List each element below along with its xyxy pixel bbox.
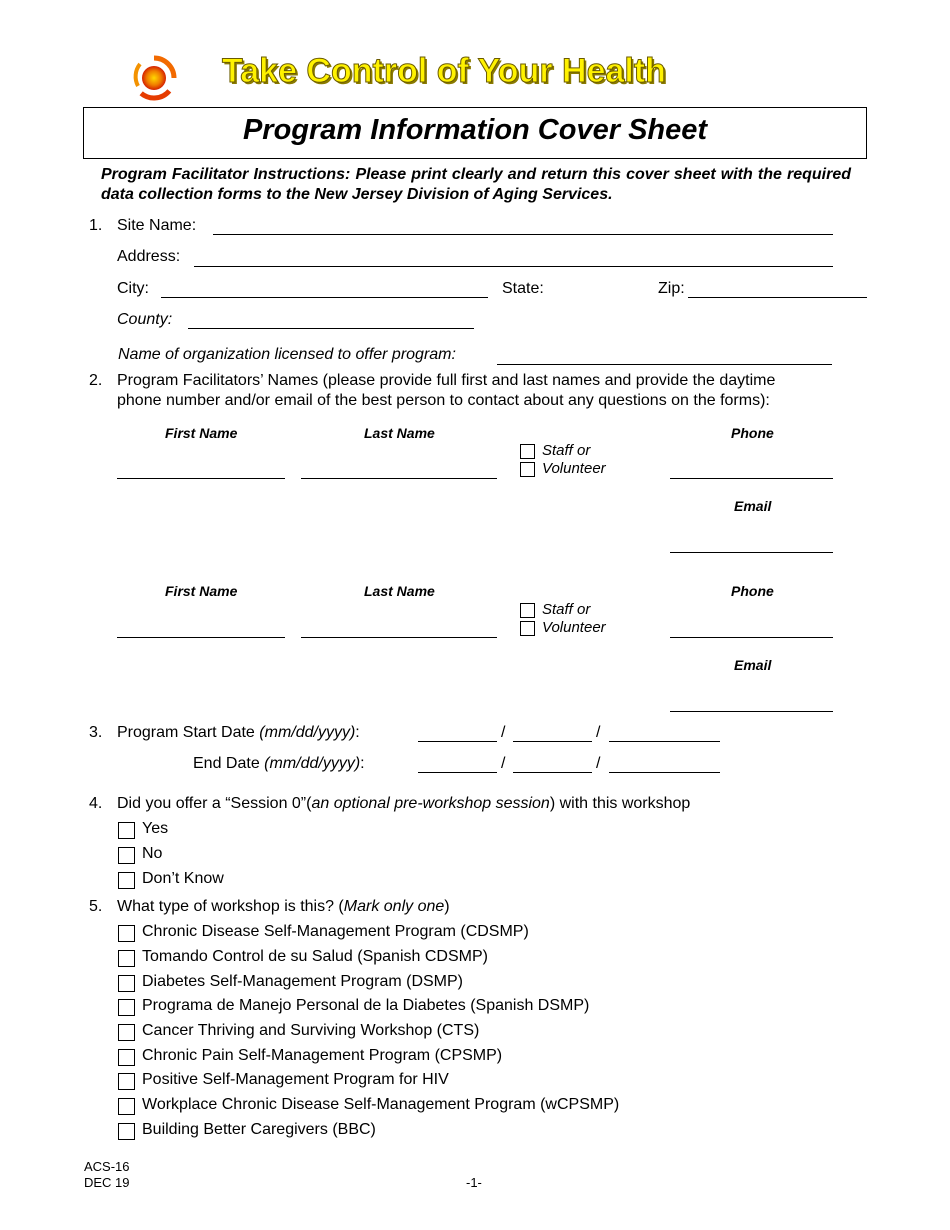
last-name-field[interactable]: [301, 637, 497, 638]
end-date-label: [193, 755, 365, 773]
checkbox[interactable]: [118, 1024, 135, 1041]
q4-prompt: [117, 795, 690, 813]
start-date-format: (mm/dd/yyyy): [259, 724, 356, 741]
checkbox[interactable]: [118, 1123, 135, 1140]
option-label: Diabetes Self-Management Program (DSMP): [142, 973, 464, 990]
q5-prompt-b: ): [444, 898, 450, 915]
checkbox[interactable]: [118, 1049, 135, 1066]
option-label: Chronic Pain Self-Management Program (CPSMP): [142, 1047, 503, 1064]
start-date-colon: :: [355, 724, 360, 741]
option-label: Don’t Know: [142, 870, 224, 887]
first-name-field[interactable]: [117, 637, 285, 638]
date-separator: /: [501, 755, 506, 772]
staff-label: Staff or: [542, 442, 591, 459]
address-field[interactable]: [194, 266, 833, 267]
q4-number: 4.: [89, 795, 103, 812]
checkbox[interactable]: [118, 975, 135, 992]
first-name-field[interactable]: [117, 478, 285, 479]
option-label: Building Better Caregivers (BBC): [142, 1121, 376, 1138]
q2-prompt-line1: Program Facilitators’ Names (please provide full first and last names and provide the daytime: [117, 372, 776, 389]
end-date-text: End Date: [193, 755, 265, 772]
option-label: Positive Self-Management Program for HIV: [142, 1071, 449, 1088]
q3-number: 3.: [89, 724, 103, 741]
start-date-text: Program Start Date: [117, 724, 260, 741]
staff-checkbox[interactable]: [520, 444, 535, 459]
volunteer-label: Volunteer: [542, 619, 606, 636]
first-name-header: First Name: [165, 583, 238, 599]
zip-label: Zip:: [658, 280, 685, 297]
end-year-field[interactable]: [609, 772, 720, 773]
option-label: Workplace Chronic Disease Self-Management Program (wCPSMP): [142, 1096, 620, 1113]
date-separator: /: [501, 724, 506, 741]
site-name-field[interactable]: [213, 234, 833, 235]
staff-checkbox[interactable]: [520, 603, 535, 618]
start-date-label: [117, 724, 360, 742]
phone-field[interactable]: [670, 637, 833, 638]
tagline: Take Control of Your Health: [222, 52, 666, 90]
volunteer-label: Volunteer: [542, 460, 606, 477]
q4-prompt-a: Did you offer a “Session 0”(: [117, 795, 312, 812]
zip-field[interactable]: [688, 297, 867, 298]
logo-icon: [128, 52, 180, 104]
form-id: ACS-16: [84, 1159, 130, 1174]
county-label: County:: [117, 311, 173, 328]
end-date-colon: :: [360, 755, 365, 772]
county-field[interactable]: [188, 328, 474, 329]
end-date-format: (mm/dd/yyyy): [264, 755, 361, 772]
checkbox[interactable]: [118, 847, 135, 864]
form-date: DEC 19: [84, 1175, 130, 1190]
option-label: Tomando Control de su Salud (Spanish CDSMP): [142, 948, 488, 965]
org-label: Name of organization licensed to offer program:: [118, 346, 456, 363]
q5-prompt: [117, 898, 450, 916]
checkbox[interactable]: [118, 1098, 135, 1115]
last-name-header: Last Name: [364, 425, 435, 441]
phone-header: Phone: [731, 583, 774, 599]
start-month-field[interactable]: [418, 741, 497, 742]
q2-prompt-line2: phone number and/or email of the best person to contact about any questions on the forms):: [117, 392, 770, 409]
end-day-field[interactable]: [513, 772, 592, 773]
option-label: Programa de Manejo Personal de la Diabetes (Spanish DSMP): [142, 997, 590, 1014]
checkbox[interactable]: [118, 999, 135, 1016]
end-month-field[interactable]: [418, 772, 497, 773]
q4-prompt-italic: an optional pre-workshop session: [311, 795, 550, 812]
page-number: -1-: [466, 1175, 482, 1190]
checkbox[interactable]: [118, 822, 135, 839]
state-label: State:: [502, 280, 544, 297]
checkbox[interactable]: [118, 872, 135, 889]
q5-number: 5.: [89, 898, 103, 915]
q5-prompt-italic: Mark only one: [343, 898, 445, 915]
phone-field[interactable]: [670, 478, 833, 479]
last-name-field[interactable]: [301, 478, 497, 479]
last-name-header: Last Name: [364, 583, 435, 599]
option-label: Cancer Thriving and Surviving Workshop (CTS): [142, 1022, 480, 1039]
email-field[interactable]: [670, 552, 833, 553]
q4-prompt-b: ) with this workshop: [549, 795, 691, 812]
start-day-field[interactable]: [513, 741, 592, 742]
option-label: Yes: [142, 820, 169, 837]
page-title: Program Information Cover Sheet: [242, 114, 708, 146]
site-name-label: Site Name:: [117, 217, 197, 234]
option-label: Chronic Disease Self-Management Program (CDSMP): [142, 923, 529, 940]
start-year-field[interactable]: [609, 741, 720, 742]
volunteer-checkbox[interactable]: [520, 621, 535, 636]
volunteer-checkbox[interactable]: [520, 462, 535, 477]
email-header: Email: [734, 498, 772, 514]
staff-label: Staff or: [542, 601, 591, 618]
date-separator: /: [596, 755, 601, 772]
phone-header: Phone: [731, 425, 774, 441]
email-field[interactable]: [670, 711, 833, 712]
q2-number: 2.: [89, 372, 103, 389]
date-separator: /: [596, 724, 601, 741]
checkbox[interactable]: [118, 925, 135, 942]
checkbox[interactable]: [118, 1073, 135, 1090]
city-label: City:: [117, 280, 149, 297]
email-header: Email: [734, 657, 772, 673]
address-label: Address:: [117, 248, 181, 265]
first-name-header: First Name: [165, 425, 238, 441]
org-field[interactable]: [497, 364, 832, 365]
option-label: No: [142, 845, 163, 862]
q1-number: 1.: [89, 217, 103, 234]
instructions: Program Facilitator Instructions: Please print clearly and return this cover sheet with the required data collection forms to the New Jersey Division of Aging Services.: [101, 166, 851, 203]
checkbox[interactable]: [118, 950, 135, 967]
city-field[interactable]: [161, 297, 488, 298]
q5-prompt-a: What type of workshop is this? (: [117, 898, 344, 915]
